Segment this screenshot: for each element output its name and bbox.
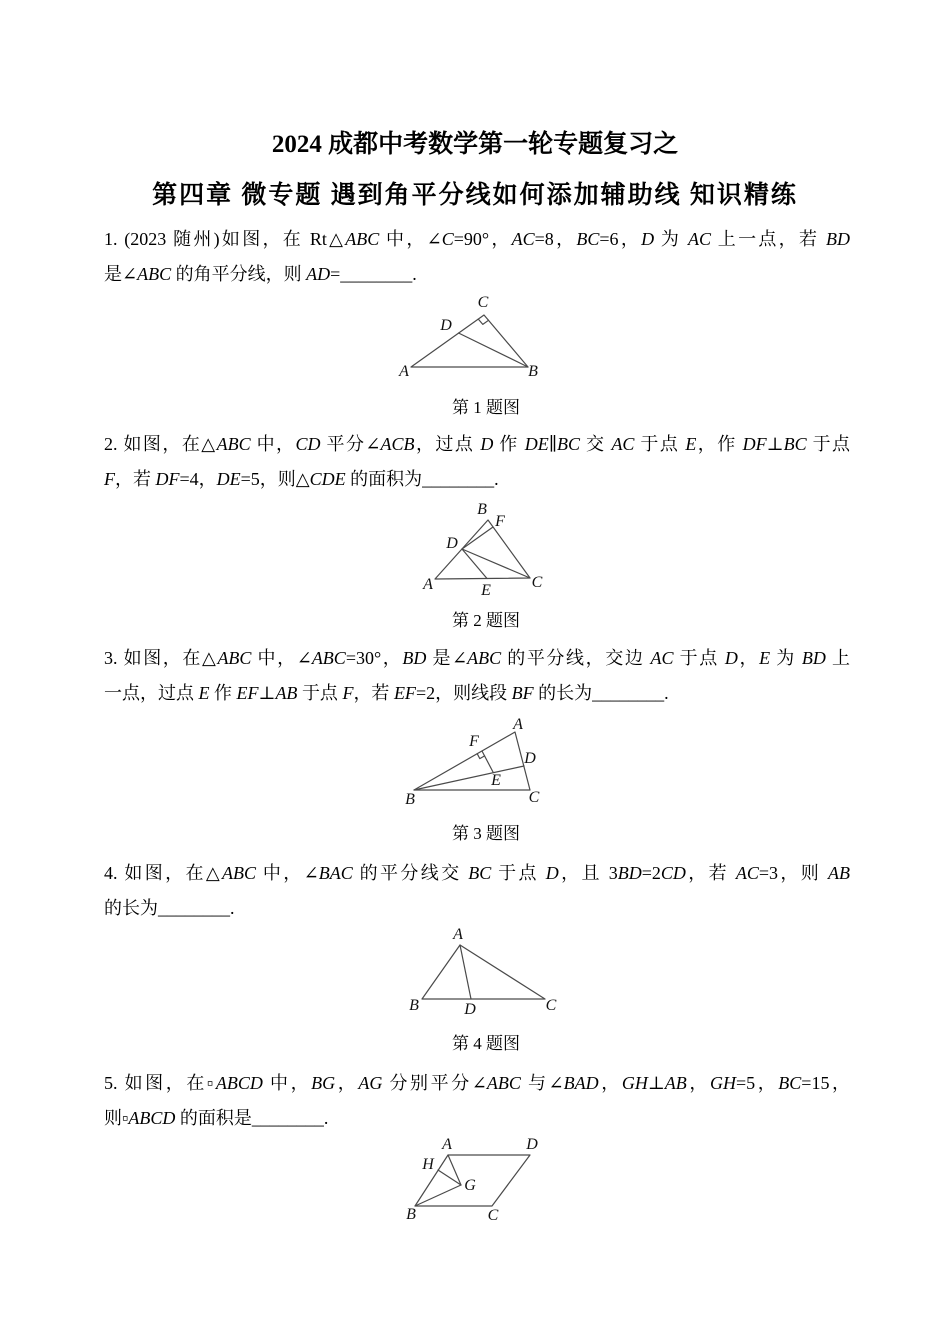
figure-3-caption: 第 3 题图	[452, 824, 520, 843]
figure-2-label-c: C	[531, 574, 543, 591]
figure-2	[420, 496, 555, 601]
problem-3-line-1: 3. 如图，在△ABC 中，∠ABC=30°，BD 是∠ABC 的平分线，交边 AC 于点 D，E 为 BD 上	[104, 648, 851, 668]
figure-2-segment-df	[462, 527, 493, 549]
figure-3-label-e: E	[491, 772, 501, 789]
figure-3-label-f: F	[469, 733, 479, 750]
figure-2-label-d: D	[446, 535, 458, 552]
figure-5-label-g: G	[464, 1177, 476, 1194]
figure-1-label-a: A	[399, 363, 409, 380]
figure-3-label-d: D	[524, 750, 536, 767]
figure-3-bisector-bd	[414, 766, 524, 790]
figure-3-label-a: A	[513, 716, 523, 733]
figure-3-segment-ef	[482, 751, 493, 772]
figure-4-label-d: D	[464, 1001, 476, 1018]
figure-4-label-c: C	[545, 997, 557, 1014]
figure-4-label-a: A	[453, 926, 463, 943]
figure-2-label-f: F	[495, 513, 505, 530]
figure-1-label-b: B	[528, 363, 538, 380]
figure-2-caption: 第 2 题图	[452, 611, 520, 630]
figure-4-bisector-ad	[460, 945, 471, 999]
figure-1-triangle	[411, 315, 528, 367]
problem-2-line-1: 2. 如图，在△ABC 中，CD 平分∠ACB，过点 D 作 DE∥BC 交 AC 于点 E，作 DF⊥BC 于点	[104, 434, 851, 454]
figure-5-label-c: C	[487, 1207, 499, 1224]
problem-4-line-2: 的长为________.	[104, 898, 235, 918]
figure-1-bisector-bd	[459, 333, 529, 367]
figure-1	[396, 288, 546, 388]
figure-2-label-a: A	[423, 576, 433, 593]
figure-5-label-d: D	[526, 1136, 538, 1153]
figure-2-label-e: E	[481, 582, 491, 599]
figure-5-label-h: H	[422, 1156, 434, 1173]
figure-4-label-b: B	[409, 997, 419, 1014]
figure-5	[398, 1138, 563, 1228]
figure-2-segment-de	[462, 549, 487, 579]
figure-3-label-c: C	[528, 789, 540, 806]
problem-5-line-1: 5. 如图，在▫ABCD 中，BG，AG 分别平分∠ABC 与∠BAD，GH⊥AB，GH=5，BC=15，	[104, 1073, 851, 1093]
figure-1-label-d: D	[440, 317, 452, 334]
problem-4-line-1: 4. 如图，在△ABC 中，∠BAC 的平分线交 BC 于点 D，且 3BD=2CD，若 AC=3，则 AB	[104, 863, 851, 883]
problem-1-line-1: 1. (2023 随州)如图，在 Rt△ABC 中，∠C=90°，AC=8，BC=6，D 为 AC 上一点，若 BD	[104, 229, 851, 249]
figure-1-label-c: C	[477, 294, 489, 311]
figure-4	[403, 926, 568, 1016]
figure-5-label-b: B	[406, 1206, 416, 1223]
doc-title: 2024 成都中考数学第一轮专题复习之	[271, 131, 679, 158]
figure-1-right-angle-mark	[478, 319, 488, 324]
figure-2-label-b: B	[477, 501, 487, 518]
problem-5-line-2: 则▫ABCD 的面积是________.	[104, 1108, 329, 1128]
figure-4-caption: 第 4 题图	[452, 1034, 520, 1053]
doc-subtitle: 第四章 微专题 遇到角平分线如何添加辅助线 知识精练	[152, 182, 798, 209]
figure-3-label-b: B	[405, 791, 415, 808]
problem-3-line-2: 一点，过点 E 作 EF⊥AB 于点 F，若 EF=2，则线段 BF 的长为________.	[104, 683, 669, 703]
figure-3	[398, 716, 553, 816]
problem-1-line-2: 是∠ABC 的角平分线，则 AD=________.	[104, 264, 417, 284]
figure-5-label-a: A	[442, 1136, 452, 1153]
figure-4-triangle	[422, 945, 545, 999]
problem-2-line-2: F，若 DF=4，DE=5，则△CDE 的面积为________.	[104, 469, 499, 489]
figure-1-caption: 第 1 题图	[452, 398, 520, 417]
